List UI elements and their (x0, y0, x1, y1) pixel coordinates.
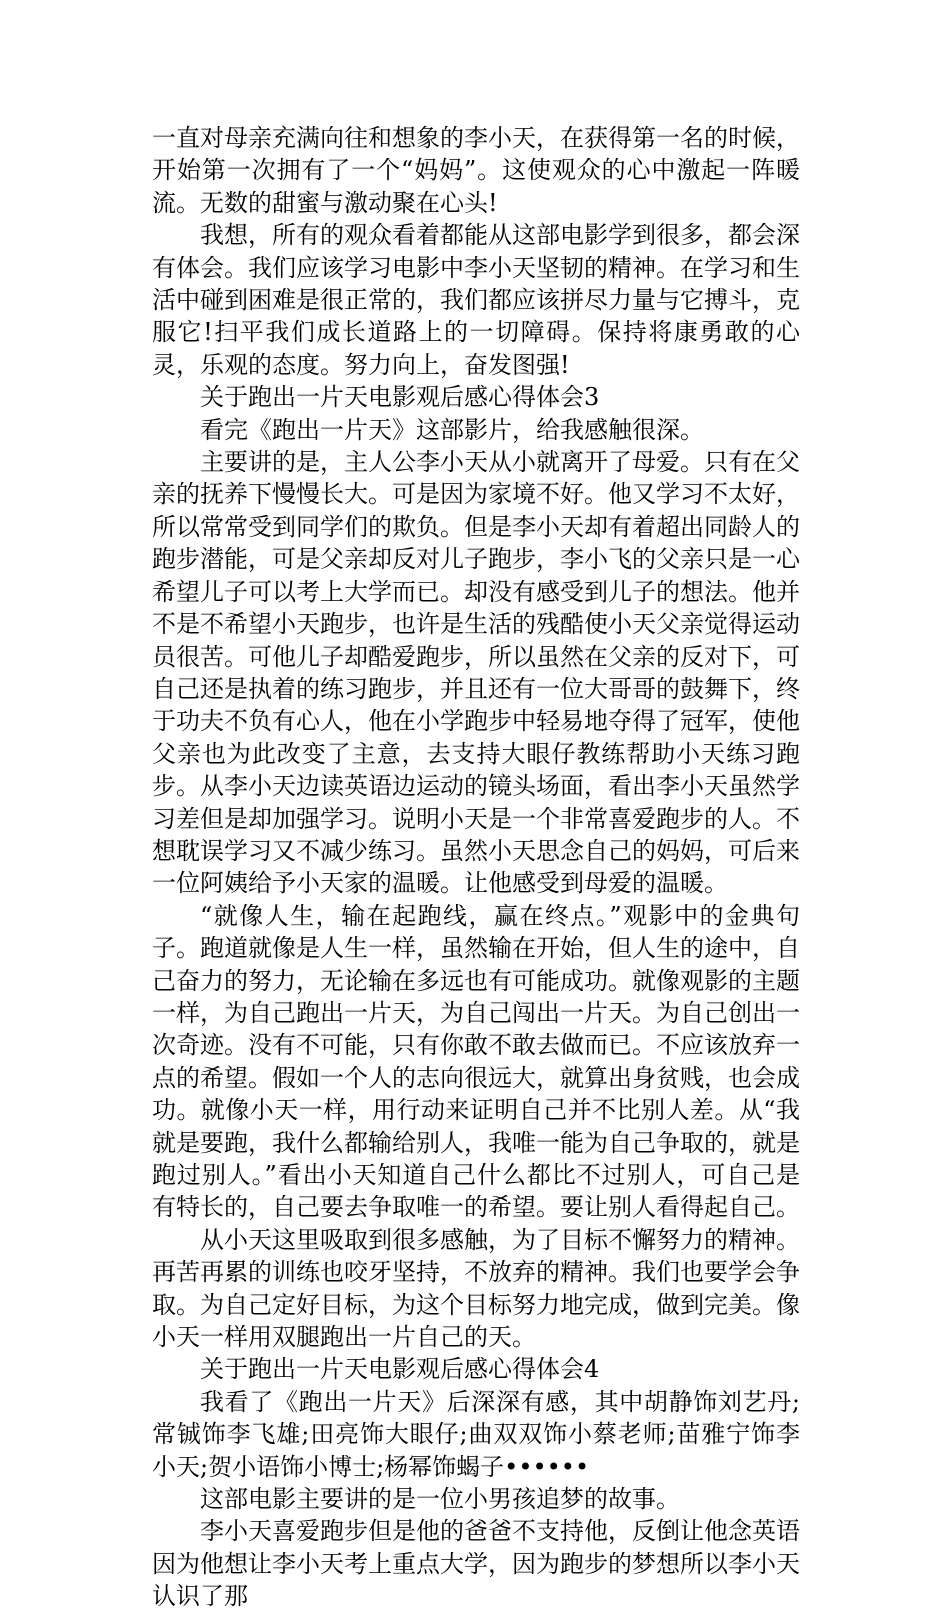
section-heading-3: 关于跑出一片天电影观后感心得体会3 (200, 383, 600, 412)
paragraph-2: 我想，所有的观众看着都能从这部电影学到很多，都会深有体会。我们应该学习电影中李小天坚韧的精神。在学习和生活中碰到困难是很正常的，我们都应该拼尽力量与它搏斗，克服它!扫平我们成长道路上的一切障碍。保持将康勇敢的心灵，乐观的态度。努力向上，奋发图强! (152, 221, 800, 379)
paragraph-6: 从小天这里吸取到很多感触，为了目标不懈努力的精神。再苦再累的训练也咬牙坚持，不放弃的精神。我们也要学会争取。为自己定好目标，为这个目标努力地完成，做到完美。像小天一样用双腿跑出一片自己的天。 (152, 1225, 800, 1352)
paragraph-5: “就像人生，输在起跑线，赢在终点。”观影中的金典句子。跑道就像是人生一样，虽然输在开始，但人生的途中，自己奋力的努力，无论输在多远也有可能成功。就像观影的主题一样，为自己跑出一片天，为自己闯出一片天。为自己创出一次奇迹。没有不可能，只有你敢不敢去做而已。不应该放弃一点的希望。假如一个人的志向很远大，就算出身贫贱，也会成功。就像小天一样，用行动来证明自己并不比别人差。从“我就是要跑，我什么都输给别人，我唯一能为自己争取的，就是跑过别人。”看出小天知道自己什么都比不过别人，可自己是有特长的，自己要去争取唯一的希望。要让别人看得起自己。 (152, 901, 800, 1222)
paragraph-9: 李小天喜爱跑步但是他的爸爸不支持他，反倒让他念英语因为他想让李小天考上重点大学，因为跑步的梦想所以李小天认识了那 (152, 1517, 800, 1611)
paragraph-8: 这部电影主要讲的是一位小男孩追梦的故事。 (200, 1485, 680, 1514)
document-page (152, 122, 800, 1613)
paragraph-1: 一直对母亲充满向往和想象的李小天，在获得第一名的时候，开始第一次拥有了一个“妈妈”。这使观众的心中激起一阵暖流。无数的甜蜜与激动聚在心头! (152, 124, 800, 217)
paragraph-7: 我看了《跑出一片天》后深深有感，其中胡静饰刘艺丹;常铖饰李飞雄;田亮饰大眼仔;曲双双饰小蔡老师;苗雅宁饰李小天;贺小语饰小博士;杨幂饰蝎子•••••• (152, 1387, 800, 1481)
paragraph-4: 主要讲的是，主人公李小天从小就离开了母爱。只有在父亲的抚养下慢慢长大。可是因为家境不好。他又学习不太好，所以常常受到同学们的欺负。但是李小天却有着超出同龄人的跑步潜能，可是父亲却反对儿子跑步，李小飞的父亲只是一心希望儿子可以考上大学而已。却没有感受到儿子的想法。他并不是不希望小天跑步，也许是生活的残酷使小天父亲觉得运动员很苦。可他儿子却酷爱跑步，所以虽然在父亲的反对下，可自己还是执着的练习跑步，并且还有一位大哥哥的鼓舞下，终于功夫不负有心人，他在小学跑步中轻易地夺得了冠军，使他父亲也为此改变了主意，去支持大眼仔教练帮助小天练习跑步。从李小天边读英语边运动的镜头场面，看出李小天虽然学习差但是却加强学习。说明小天是一个非常喜爱跑步的人。不想耽误学习又不减少练习。虽然小天思念自己的妈妈，可后来一位阿姨给予小天家的温暖。让他感受到母爱的温暖。 (152, 448, 800, 898)
section-heading-4: 关于跑出一片天电影观后感心得体会4 (200, 1355, 600, 1384)
paragraph-3: 看完《跑出一片天》这部影片，给我感触很深。 (200, 415, 704, 444)
